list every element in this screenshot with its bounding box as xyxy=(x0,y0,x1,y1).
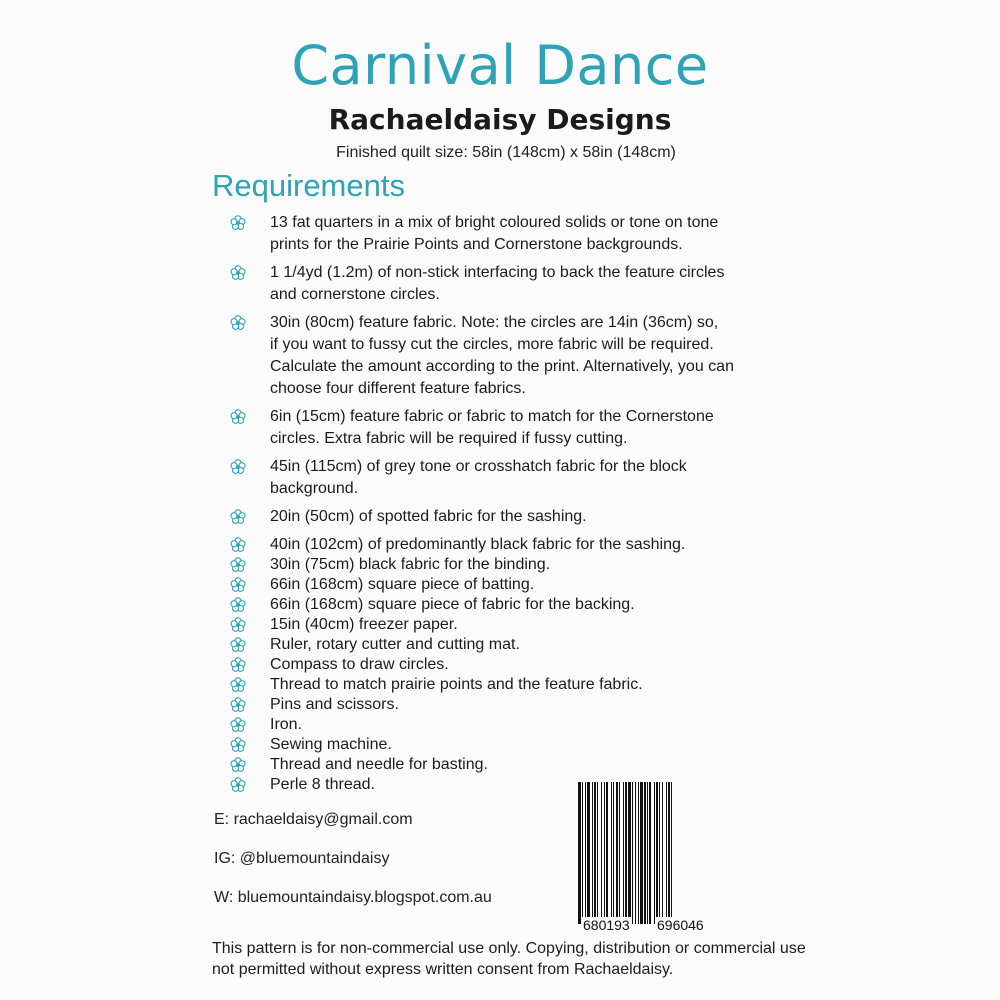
flower-icon xyxy=(230,777,246,793)
requirement-text xyxy=(270,594,815,616)
requirement-text xyxy=(270,674,815,696)
requirement-line: 15in (40cm) freezer paper. xyxy=(270,616,458,633)
requirement-text xyxy=(270,312,815,400)
requirement-line: Pins and scissors. xyxy=(270,696,399,713)
requirement-line: 1 1/4yd (1.2m) of non-stick interfacing to back the feature circles xyxy=(270,264,725,281)
flower-icon xyxy=(230,537,246,553)
requirement-text xyxy=(270,554,815,576)
requirement-line: background. xyxy=(270,480,359,497)
flower-icon xyxy=(230,315,246,331)
contact-website: W: bluemountaindaisy.blogspot.com.au xyxy=(214,889,492,906)
requirement-line: Ruler, rotary cutter and cutting mat. xyxy=(270,636,520,653)
requirement-line: Thread to match prairie points and the feature fabric. xyxy=(270,676,643,693)
requirement-text xyxy=(270,634,815,656)
flower-icon xyxy=(230,409,246,425)
requirement-line: 66in (168cm) square piece of batting. xyxy=(270,576,535,593)
requirement-line: Iron. xyxy=(270,716,303,733)
requirement-line: 66in (168cm) square piece of fabric for the backing. xyxy=(270,596,635,613)
flower-icon xyxy=(230,265,246,281)
barcode-left-digits: 680193 xyxy=(583,917,630,933)
flower-icon xyxy=(230,509,246,525)
requirement-text xyxy=(270,614,815,636)
requirement-line: Calculate the amount according to the print. Alternatively, you can xyxy=(270,358,734,375)
contact-email: E: rachaeldaisy@gmail.com xyxy=(214,811,413,828)
flower-icon xyxy=(230,215,246,231)
requirement-text xyxy=(270,654,815,676)
requirement-line: and cornerstone circles. xyxy=(270,286,440,303)
requirement-line: circles. Extra fabric will be required if fussy cutting. xyxy=(270,430,628,447)
flower-icon xyxy=(230,717,246,733)
flower-icon xyxy=(230,617,246,633)
requirement-line: 13 fat quarters in a mix of bright coloured solids or tone on tone xyxy=(270,214,719,231)
requirement-line: Thread and needle for basting. xyxy=(270,756,488,773)
requirement-text xyxy=(270,754,815,776)
requirements-heading: Requirements xyxy=(212,168,405,203)
requirement-line: Compass to draw circles. xyxy=(270,656,449,673)
requirement-text xyxy=(270,694,815,716)
flower-icon xyxy=(230,757,246,773)
requirement-text xyxy=(270,734,815,756)
barcode xyxy=(576,782,724,924)
requirement-text xyxy=(270,456,815,500)
designer-name: Rachaeldaisy Designs xyxy=(328,103,672,136)
requirement-line: Perle 8 thread. xyxy=(270,776,375,793)
requirement-text xyxy=(270,406,815,450)
requirement-text xyxy=(270,506,815,528)
usage-notice: This pattern is for non-commercial use only. Copying, distribution or commercial use not permitted without express written consent from Rachaeldaisy. xyxy=(212,940,806,978)
requirement-line: prints for the Prairie Points and Cornerstone backgrounds. xyxy=(270,236,683,253)
requirement-text xyxy=(270,262,815,306)
flower-icon xyxy=(230,459,246,475)
flower-icon xyxy=(230,677,246,693)
flower-icon xyxy=(230,737,246,753)
requirement-line: choose four different feature fabrics. xyxy=(270,380,526,397)
flower-icon xyxy=(230,657,246,673)
requirement-line: if you want to fussy cut the circles, more fabric will be required. xyxy=(270,336,714,353)
requirement-line: 30in (80cm) feature fabric. Note: the circles are 14in (36cm) so, xyxy=(270,314,719,331)
flower-icon xyxy=(230,697,246,713)
requirement-line: 6in (15cm) feature fabric or fabric to match for the Cornerstone xyxy=(270,408,714,425)
barcode-right-digits: 696046 xyxy=(657,917,704,933)
requirement-text xyxy=(270,574,815,596)
contact-instagram: IG: @bluemountaindaisy xyxy=(214,850,390,867)
requirement-text xyxy=(270,714,815,736)
requirement-text xyxy=(270,774,815,796)
requirement-line: 20in (50cm) of spotted fabric for the sashing. xyxy=(270,508,587,525)
requirement-line: 30in (75cm) black fabric for the binding. xyxy=(270,556,551,573)
pattern-title: Carnival Dance xyxy=(291,34,709,97)
requirement-text xyxy=(270,212,815,256)
flower-icon xyxy=(230,597,246,613)
requirement-line: 45in (115cm) of grey tone or crosshatch fabric for the block xyxy=(270,458,687,475)
requirement-line: Sewing machine. xyxy=(270,736,392,753)
flower-icon xyxy=(230,577,246,593)
finished-size: Finished quilt size: 58in (148cm) x 58in (148cm) xyxy=(336,144,676,161)
requirement-text xyxy=(270,534,815,556)
flower-icon xyxy=(230,557,246,573)
flower-icon xyxy=(230,637,246,653)
requirement-line: 40in (102cm) of predominantly black fabric for the sashing. xyxy=(270,536,686,553)
